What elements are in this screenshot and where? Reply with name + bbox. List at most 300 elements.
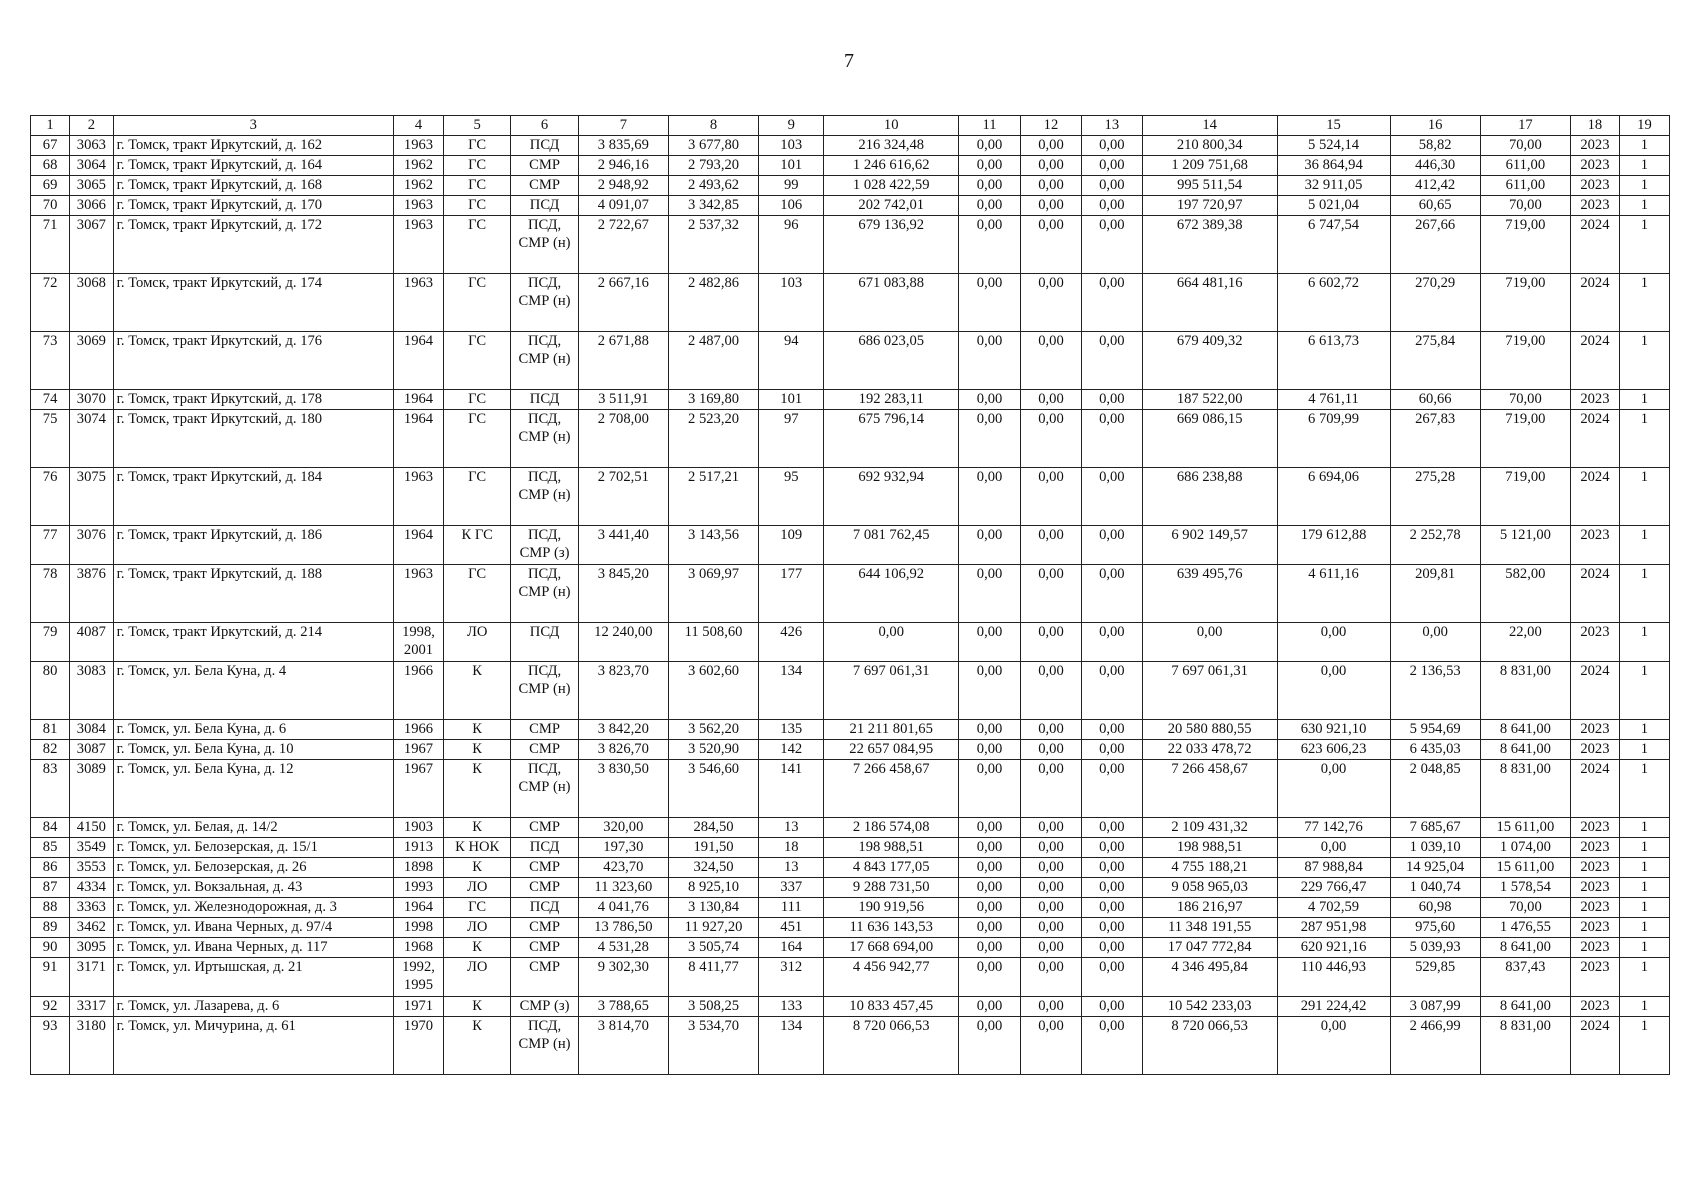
planned-year-cell: 2023 bbox=[1570, 858, 1619, 878]
work-type-cell: ПСД, СМР (н) bbox=[511, 468, 578, 526]
total-cost-cell: 7 697 061,31 bbox=[824, 662, 959, 720]
work-type-cell: СМР bbox=[511, 958, 578, 997]
total-cost-cell: 22 657 084,95 bbox=[824, 740, 959, 760]
total-cost-cell: 675 796,14 bbox=[824, 410, 959, 468]
row-number-cell: 92 bbox=[31, 997, 70, 1017]
cost-11-cell: 0,00 bbox=[959, 136, 1021, 156]
house-id-cell: 3070 bbox=[70, 390, 113, 410]
living-area-cell: 2 793,20 bbox=[668, 156, 758, 176]
cost-14-cell: 11 348 191,55 bbox=[1142, 918, 1277, 938]
work-type-cell: ПСД, СМР (н) bbox=[511, 565, 578, 623]
total-area-cell: 13 786,50 bbox=[578, 918, 668, 938]
cost-13-cell: 0,00 bbox=[1081, 878, 1142, 898]
year-built-cell: 1967 bbox=[394, 740, 444, 760]
living-area-cell: 3 130,84 bbox=[668, 898, 758, 918]
cost-12-cell: 0,00 bbox=[1021, 526, 1082, 565]
column-header: 11 bbox=[959, 116, 1021, 136]
wall-material-cell: ЛО bbox=[443, 623, 510, 662]
col-19-cell: 1 bbox=[1619, 136, 1669, 156]
wall-material-cell: ЛО bbox=[443, 878, 510, 898]
address-cell: г. Томск, ул. Ивана Черных, д. 97/4 bbox=[113, 918, 393, 938]
max-unit-cost-cell: 1 476,55 bbox=[1480, 918, 1570, 938]
cost-15-cell: 0,00 bbox=[1277, 760, 1390, 818]
cost-14-cell: 8 720 066,53 bbox=[1142, 1017, 1277, 1075]
house-id-cell: 3069 bbox=[70, 332, 113, 390]
address-cell: г. Томск, ул. Белозерская, д. 15/1 bbox=[113, 838, 393, 858]
cost-11-cell: 0,00 bbox=[959, 878, 1021, 898]
work-type-cell: ПСД bbox=[511, 390, 578, 410]
total-area-cell: 2 708,00 bbox=[578, 410, 668, 468]
cost-12-cell: 0,00 bbox=[1021, 565, 1082, 623]
table-row bbox=[31, 898, 1670, 918]
cost-11-cell: 0,00 bbox=[959, 332, 1021, 390]
address-cell: г. Томск, тракт Иркутский, д. 178 bbox=[113, 390, 393, 410]
residents-cell: 133 bbox=[759, 997, 824, 1017]
residents-cell: 134 bbox=[759, 1017, 824, 1075]
cost-11-cell: 0,00 bbox=[959, 216, 1021, 274]
cost-15-cell: 5 524,14 bbox=[1277, 136, 1390, 156]
row-number-cell: 69 bbox=[31, 176, 70, 196]
wall-material-cell: ГС bbox=[443, 390, 510, 410]
cost-14-cell: 186 216,97 bbox=[1142, 898, 1277, 918]
row-number-cell: 89 bbox=[31, 918, 70, 938]
residents-cell: 337 bbox=[759, 878, 824, 898]
total-area-cell: 423,70 bbox=[578, 858, 668, 878]
work-type-cell: ПСД, СМР (з) bbox=[511, 526, 578, 565]
cost-14-cell: 679 409,32 bbox=[1142, 332, 1277, 390]
work-type-cell: ПСД, СМР (н) bbox=[511, 274, 578, 332]
cost-13-cell: 0,00 bbox=[1081, 196, 1142, 216]
cost-11-cell: 0,00 bbox=[959, 720, 1021, 740]
col-19-cell: 1 bbox=[1619, 858, 1669, 878]
cost-13-cell: 0,00 bbox=[1081, 526, 1142, 565]
work-type-cell: ПСД, СМР (н) bbox=[511, 216, 578, 274]
column-header: 14 bbox=[1142, 116, 1277, 136]
row-number-cell: 70 bbox=[31, 196, 70, 216]
address-cell: г. Томск, ул. Ивана Черных, д. 117 bbox=[113, 938, 393, 958]
total-area-cell: 3 845,20 bbox=[578, 565, 668, 623]
max-unit-cost-cell: 70,00 bbox=[1480, 390, 1570, 410]
address-cell: г. Томск, ул. Мичурина, д. 61 bbox=[113, 1017, 393, 1075]
living-area-cell: 284,50 bbox=[668, 818, 758, 838]
planned-year-cell: 2023 bbox=[1570, 176, 1619, 196]
residents-cell: 103 bbox=[759, 136, 824, 156]
cost-12-cell: 0,00 bbox=[1021, 740, 1082, 760]
wall-material-cell: К bbox=[443, 740, 510, 760]
house-id-cell: 3075 bbox=[70, 468, 113, 526]
row-number-cell: 80 bbox=[31, 662, 70, 720]
cost-14-cell: 22 033 478,72 bbox=[1142, 740, 1277, 760]
residents-cell: 134 bbox=[759, 662, 824, 720]
cost-14-cell: 6 902 149,57 bbox=[1142, 526, 1277, 565]
column-header: 19 bbox=[1619, 116, 1669, 136]
living-area-cell: 3 143,56 bbox=[668, 526, 758, 565]
total-area-cell: 3 441,40 bbox=[578, 526, 668, 565]
residents-cell: 106 bbox=[759, 196, 824, 216]
unit-cost-cell: 5 039,93 bbox=[1390, 938, 1480, 958]
work-type-cell: СМР bbox=[511, 156, 578, 176]
wall-material-cell: ГС bbox=[443, 136, 510, 156]
residents-cell: 164 bbox=[759, 938, 824, 958]
house-id-cell: 3074 bbox=[70, 410, 113, 468]
row-number-cell: 86 bbox=[31, 858, 70, 878]
house-id-cell: 3065 bbox=[70, 176, 113, 196]
unit-cost-cell: 2 466,99 bbox=[1390, 1017, 1480, 1075]
year-built-cell: 1964 bbox=[394, 332, 444, 390]
cost-15-cell: 623 606,23 bbox=[1277, 740, 1390, 760]
wall-material-cell: ГС bbox=[443, 274, 510, 332]
max-unit-cost-cell: 8 641,00 bbox=[1480, 938, 1570, 958]
col-19-cell: 1 bbox=[1619, 216, 1669, 274]
row-number-cell: 84 bbox=[31, 818, 70, 838]
wall-material-cell: К bbox=[443, 760, 510, 818]
year-built-cell: 1913 bbox=[394, 838, 444, 858]
cost-15-cell: 179 612,88 bbox=[1277, 526, 1390, 565]
cost-12-cell: 0,00 bbox=[1021, 938, 1082, 958]
living-area-cell: 3 342,85 bbox=[668, 196, 758, 216]
cost-11-cell: 0,00 bbox=[959, 898, 1021, 918]
unit-cost-cell: 3 087,99 bbox=[1390, 997, 1480, 1017]
address-cell: г. Томск, ул. Бела Куна, д. 12 bbox=[113, 760, 393, 818]
wall-material-cell: К ГС bbox=[443, 526, 510, 565]
column-header: 18 bbox=[1570, 116, 1619, 136]
cost-12-cell: 0,00 bbox=[1021, 662, 1082, 720]
cost-14-cell: 7 266 458,67 bbox=[1142, 760, 1277, 818]
address-cell: г. Томск, ул. Бела Куна, д. 6 bbox=[113, 720, 393, 740]
unit-cost-cell: 1 039,10 bbox=[1390, 838, 1480, 858]
cost-13-cell: 0,00 bbox=[1081, 274, 1142, 332]
living-area-cell: 3 069,97 bbox=[668, 565, 758, 623]
cost-11-cell: 0,00 bbox=[959, 410, 1021, 468]
cost-14-cell: 198 988,51 bbox=[1142, 838, 1277, 858]
column-header: 10 bbox=[824, 116, 959, 136]
total-area-cell: 12 240,00 bbox=[578, 623, 668, 662]
year-built-cell: 1963 bbox=[394, 196, 444, 216]
unit-cost-cell: 209,81 bbox=[1390, 565, 1480, 623]
work-type-cell: СМР bbox=[511, 740, 578, 760]
table-row bbox=[31, 938, 1670, 958]
cost-11-cell: 0,00 bbox=[959, 274, 1021, 332]
total-area-cell: 3 823,70 bbox=[578, 662, 668, 720]
row-number-cell: 74 bbox=[31, 390, 70, 410]
year-built-cell: 1963 bbox=[394, 565, 444, 623]
column-header: 12 bbox=[1021, 116, 1082, 136]
cost-14-cell: 10 542 233,03 bbox=[1142, 997, 1277, 1017]
unit-cost-cell: 1 040,74 bbox=[1390, 878, 1480, 898]
address-cell: г. Томск, тракт Иркутский, д. 168 bbox=[113, 176, 393, 196]
planned-year-cell: 2023 bbox=[1570, 136, 1619, 156]
cost-12-cell: 0,00 bbox=[1021, 176, 1082, 196]
row-number-cell: 76 bbox=[31, 468, 70, 526]
address-cell: г. Томск, ул. Железнодорожная, д. 3 bbox=[113, 898, 393, 918]
house-id-cell: 3089 bbox=[70, 760, 113, 818]
total-area-cell: 2 948,92 bbox=[578, 176, 668, 196]
cost-11-cell: 0,00 bbox=[959, 390, 1021, 410]
address-cell: г. Томск, ул. Вокзальная, д. 43 bbox=[113, 878, 393, 898]
table-row bbox=[31, 274, 1670, 332]
cost-15-cell: 620 921,16 bbox=[1277, 938, 1390, 958]
column-header: 3 bbox=[113, 116, 393, 136]
col-19-cell: 1 bbox=[1619, 838, 1669, 858]
residents-cell: 111 bbox=[759, 898, 824, 918]
cost-15-cell: 110 446,93 bbox=[1277, 958, 1390, 997]
total-cost-cell: 2 186 574,08 bbox=[824, 818, 959, 838]
cost-12-cell: 0,00 bbox=[1021, 720, 1082, 740]
residents-cell: 451 bbox=[759, 918, 824, 938]
cost-15-cell: 630 921,10 bbox=[1277, 720, 1390, 740]
house-id-cell: 3095 bbox=[70, 938, 113, 958]
cost-15-cell: 87 988,84 bbox=[1277, 858, 1390, 878]
total-area-cell: 2 702,51 bbox=[578, 468, 668, 526]
max-unit-cost-cell: 1 074,00 bbox=[1480, 838, 1570, 858]
work-type-cell: СМР bbox=[511, 176, 578, 196]
year-built-cell: 1963 bbox=[394, 136, 444, 156]
planned-year-cell: 2023 bbox=[1570, 156, 1619, 176]
column-header: 7 bbox=[578, 116, 668, 136]
cost-12-cell: 0,00 bbox=[1021, 878, 1082, 898]
house-id-cell: 3549 bbox=[70, 838, 113, 858]
row-number-cell: 77 bbox=[31, 526, 70, 565]
work-type-cell: ПСД, СМР (н) bbox=[511, 1017, 578, 1075]
max-unit-cost-cell: 8 831,00 bbox=[1480, 760, 1570, 818]
living-area-cell: 2 517,21 bbox=[668, 468, 758, 526]
max-unit-cost-cell: 22,00 bbox=[1480, 623, 1570, 662]
cost-12-cell: 0,00 bbox=[1021, 332, 1082, 390]
house-id-cell: 3084 bbox=[70, 720, 113, 740]
address-cell: г. Томск, тракт Иркутский, д. 162 bbox=[113, 136, 393, 156]
house-id-cell: 3067 bbox=[70, 216, 113, 274]
total-cost-cell: 216 324,48 bbox=[824, 136, 959, 156]
cost-15-cell: 6 747,54 bbox=[1277, 216, 1390, 274]
living-area-cell: 3 505,74 bbox=[668, 938, 758, 958]
planned-year-cell: 2023 bbox=[1570, 838, 1619, 858]
cost-15-cell: 287 951,98 bbox=[1277, 918, 1390, 938]
table-row bbox=[31, 1017, 1670, 1075]
col-19-cell: 1 bbox=[1619, 332, 1669, 390]
house-id-cell: 3066 bbox=[70, 196, 113, 216]
planned-year-cell: 2023 bbox=[1570, 390, 1619, 410]
address-cell: г. Томск, тракт Иркутский, д. 172 bbox=[113, 216, 393, 274]
wall-material-cell: К bbox=[443, 662, 510, 720]
unit-cost-cell: 0,00 bbox=[1390, 623, 1480, 662]
total-cost-cell: 17 668 694,00 bbox=[824, 938, 959, 958]
cost-15-cell: 6 602,72 bbox=[1277, 274, 1390, 332]
cost-14-cell: 672 389,38 bbox=[1142, 216, 1277, 274]
col-19-cell: 1 bbox=[1619, 176, 1669, 196]
max-unit-cost-cell: 837,43 bbox=[1480, 958, 1570, 997]
cost-11-cell: 0,00 bbox=[959, 938, 1021, 958]
planned-year-cell: 2023 bbox=[1570, 898, 1619, 918]
address-cell: г. Томск, тракт Иркутский, д. 180 bbox=[113, 410, 393, 468]
total-cost-cell: 679 136,92 bbox=[824, 216, 959, 274]
total-cost-cell: 1 028 422,59 bbox=[824, 176, 959, 196]
column-header: 16 bbox=[1390, 116, 1480, 136]
total-cost-cell: 9 288 731,50 bbox=[824, 878, 959, 898]
table-row bbox=[31, 623, 1670, 662]
column-header: 8 bbox=[668, 116, 758, 136]
row-number-cell: 71 bbox=[31, 216, 70, 274]
cost-12-cell: 0,00 bbox=[1021, 156, 1082, 176]
cost-11-cell: 0,00 bbox=[959, 176, 1021, 196]
living-area-cell: 2 482,86 bbox=[668, 274, 758, 332]
planned-year-cell: 2024 bbox=[1570, 274, 1619, 332]
table-row bbox=[31, 410, 1670, 468]
year-built-cell: 1971 bbox=[394, 997, 444, 1017]
year-built-cell: 1992, 1995 bbox=[394, 958, 444, 997]
residents-cell: 312 bbox=[759, 958, 824, 997]
cost-15-cell: 6 694,06 bbox=[1277, 468, 1390, 526]
total-cost-cell: 10 833 457,45 bbox=[824, 997, 959, 1017]
total-cost-cell: 4 843 177,05 bbox=[824, 858, 959, 878]
total-area-cell: 3 814,70 bbox=[578, 1017, 668, 1075]
cost-11-cell: 0,00 bbox=[959, 918, 1021, 938]
unit-cost-cell: 5 954,69 bbox=[1390, 720, 1480, 740]
living-area-cell: 3 508,25 bbox=[668, 997, 758, 1017]
cost-13-cell: 0,00 bbox=[1081, 838, 1142, 858]
living-area-cell: 2 487,00 bbox=[668, 332, 758, 390]
cost-12-cell: 0,00 bbox=[1021, 858, 1082, 878]
wall-material-cell: ГС bbox=[443, 216, 510, 274]
column-header: 2 bbox=[70, 116, 113, 136]
max-unit-cost-cell: 8 831,00 bbox=[1480, 662, 1570, 720]
year-built-cell: 1968 bbox=[394, 938, 444, 958]
cost-11-cell: 0,00 bbox=[959, 156, 1021, 176]
residents-cell: 135 bbox=[759, 720, 824, 740]
wall-material-cell: К bbox=[443, 720, 510, 740]
wall-material-cell: ГС bbox=[443, 898, 510, 918]
address-cell: г. Томск, ул. Белая, д. 14/2 bbox=[113, 818, 393, 838]
planned-year-cell: 2023 bbox=[1570, 997, 1619, 1017]
cost-13-cell: 0,00 bbox=[1081, 938, 1142, 958]
total-area-cell: 4 041,76 bbox=[578, 898, 668, 918]
work-type-cell: СМР bbox=[511, 918, 578, 938]
cost-12-cell: 0,00 bbox=[1021, 898, 1082, 918]
table-row bbox=[31, 838, 1670, 858]
cost-13-cell: 0,00 bbox=[1081, 760, 1142, 818]
unit-cost-cell: 2 136,53 bbox=[1390, 662, 1480, 720]
table-row bbox=[31, 468, 1670, 526]
address-cell: г. Томск, ул. Бела Куна, д. 10 bbox=[113, 740, 393, 760]
column-header: 1 bbox=[31, 116, 70, 136]
address-cell: г. Томск, тракт Иркутский, д. 186 bbox=[113, 526, 393, 565]
planned-year-cell: 2024 bbox=[1570, 565, 1619, 623]
residents-cell: 99 bbox=[759, 176, 824, 196]
residents-cell: 426 bbox=[759, 623, 824, 662]
column-header: 5 bbox=[443, 116, 510, 136]
living-area-cell: 324,50 bbox=[668, 858, 758, 878]
house-id-cell: 3462 bbox=[70, 918, 113, 938]
cost-11-cell: 0,00 bbox=[959, 838, 1021, 858]
unit-cost-cell: 275,84 bbox=[1390, 332, 1480, 390]
col-19-cell: 1 bbox=[1619, 898, 1669, 918]
residents-cell: 95 bbox=[759, 468, 824, 526]
max-unit-cost-cell: 8 831,00 bbox=[1480, 1017, 1570, 1075]
col-19-cell: 1 bbox=[1619, 468, 1669, 526]
cost-15-cell: 36 864,94 bbox=[1277, 156, 1390, 176]
house-id-cell: 3087 bbox=[70, 740, 113, 760]
work-type-cell: ПСД bbox=[511, 838, 578, 858]
row-number-cell: 73 bbox=[31, 332, 70, 390]
planned-year-cell: 2023 bbox=[1570, 818, 1619, 838]
cost-13-cell: 0,00 bbox=[1081, 332, 1142, 390]
address-cell: г. Томск, тракт Иркутский, д. 184 bbox=[113, 468, 393, 526]
table-row bbox=[31, 720, 1670, 740]
total-cost-cell: 686 023,05 bbox=[824, 332, 959, 390]
residents-cell: 101 bbox=[759, 156, 824, 176]
cost-11-cell: 0,00 bbox=[959, 1017, 1021, 1075]
unit-cost-cell: 412,42 bbox=[1390, 176, 1480, 196]
col-19-cell: 1 bbox=[1619, 274, 1669, 332]
work-type-cell: СМР bbox=[511, 878, 578, 898]
planned-year-cell: 2023 bbox=[1570, 918, 1619, 938]
planned-year-cell: 2023 bbox=[1570, 720, 1619, 740]
total-area-cell: 4 531,28 bbox=[578, 938, 668, 958]
living-area-cell: 3 677,80 bbox=[668, 136, 758, 156]
max-unit-cost-cell: 15 611,00 bbox=[1480, 818, 1570, 838]
cost-15-cell: 32 911,05 bbox=[1277, 176, 1390, 196]
living-area-cell: 3 534,70 bbox=[668, 1017, 758, 1075]
work-type-cell: ПСД, СМР (н) bbox=[511, 760, 578, 818]
cost-12-cell: 0,00 bbox=[1021, 196, 1082, 216]
cost-12-cell: 0,00 bbox=[1021, 958, 1082, 997]
cost-14-cell: 210 800,34 bbox=[1142, 136, 1277, 156]
planned-year-cell: 2024 bbox=[1570, 468, 1619, 526]
table-body bbox=[31, 116, 1670, 1075]
unit-cost-cell: 60,66 bbox=[1390, 390, 1480, 410]
living-area-cell: 191,50 bbox=[668, 838, 758, 858]
table-row bbox=[31, 526, 1670, 565]
living-area-cell: 3 562,20 bbox=[668, 720, 758, 740]
wall-material-cell: К bbox=[443, 818, 510, 838]
year-built-cell: 1963 bbox=[394, 468, 444, 526]
total-area-cell: 3 835,69 bbox=[578, 136, 668, 156]
max-unit-cost-cell: 719,00 bbox=[1480, 274, 1570, 332]
col-19-cell: 1 bbox=[1619, 662, 1669, 720]
total-area-cell: 3 826,70 bbox=[578, 740, 668, 760]
address-cell: г. Томск, тракт Иркутский, д. 214 bbox=[113, 623, 393, 662]
cost-13-cell: 0,00 bbox=[1081, 997, 1142, 1017]
wall-material-cell: ГС bbox=[443, 176, 510, 196]
register-table bbox=[30, 115, 1670, 1075]
house-id-cell: 3171 bbox=[70, 958, 113, 997]
cost-15-cell: 0,00 bbox=[1277, 1017, 1390, 1075]
cost-14-cell: 187 522,00 bbox=[1142, 390, 1277, 410]
table-row bbox=[31, 662, 1670, 720]
total-area-cell: 9 302,30 bbox=[578, 958, 668, 997]
cost-13-cell: 0,00 bbox=[1081, 958, 1142, 997]
living-area-cell: 3 546,60 bbox=[668, 760, 758, 818]
max-unit-cost-cell: 8 641,00 bbox=[1480, 740, 1570, 760]
house-id-cell: 3064 bbox=[70, 156, 113, 176]
row-number-cell: 72 bbox=[31, 274, 70, 332]
cost-15-cell: 291 224,42 bbox=[1277, 997, 1390, 1017]
unit-cost-cell: 14 925,04 bbox=[1390, 858, 1480, 878]
max-unit-cost-cell: 70,00 bbox=[1480, 196, 1570, 216]
cost-13-cell: 0,00 bbox=[1081, 156, 1142, 176]
wall-material-cell: К НОК bbox=[443, 838, 510, 858]
col-19-cell: 1 bbox=[1619, 760, 1669, 818]
work-type-cell: СМР (з) bbox=[511, 997, 578, 1017]
address-cell: г. Томск, тракт Иркутский, д. 176 bbox=[113, 332, 393, 390]
year-built-cell: 1963 bbox=[394, 216, 444, 274]
year-built-cell: 1970 bbox=[394, 1017, 444, 1075]
year-built-cell: 1898 bbox=[394, 858, 444, 878]
col-19-cell: 1 bbox=[1619, 565, 1669, 623]
wall-material-cell: К bbox=[443, 938, 510, 958]
row-number-cell: 78 bbox=[31, 565, 70, 623]
row-number-cell: 68 bbox=[31, 156, 70, 176]
living-area-cell: 11 508,60 bbox=[668, 623, 758, 662]
